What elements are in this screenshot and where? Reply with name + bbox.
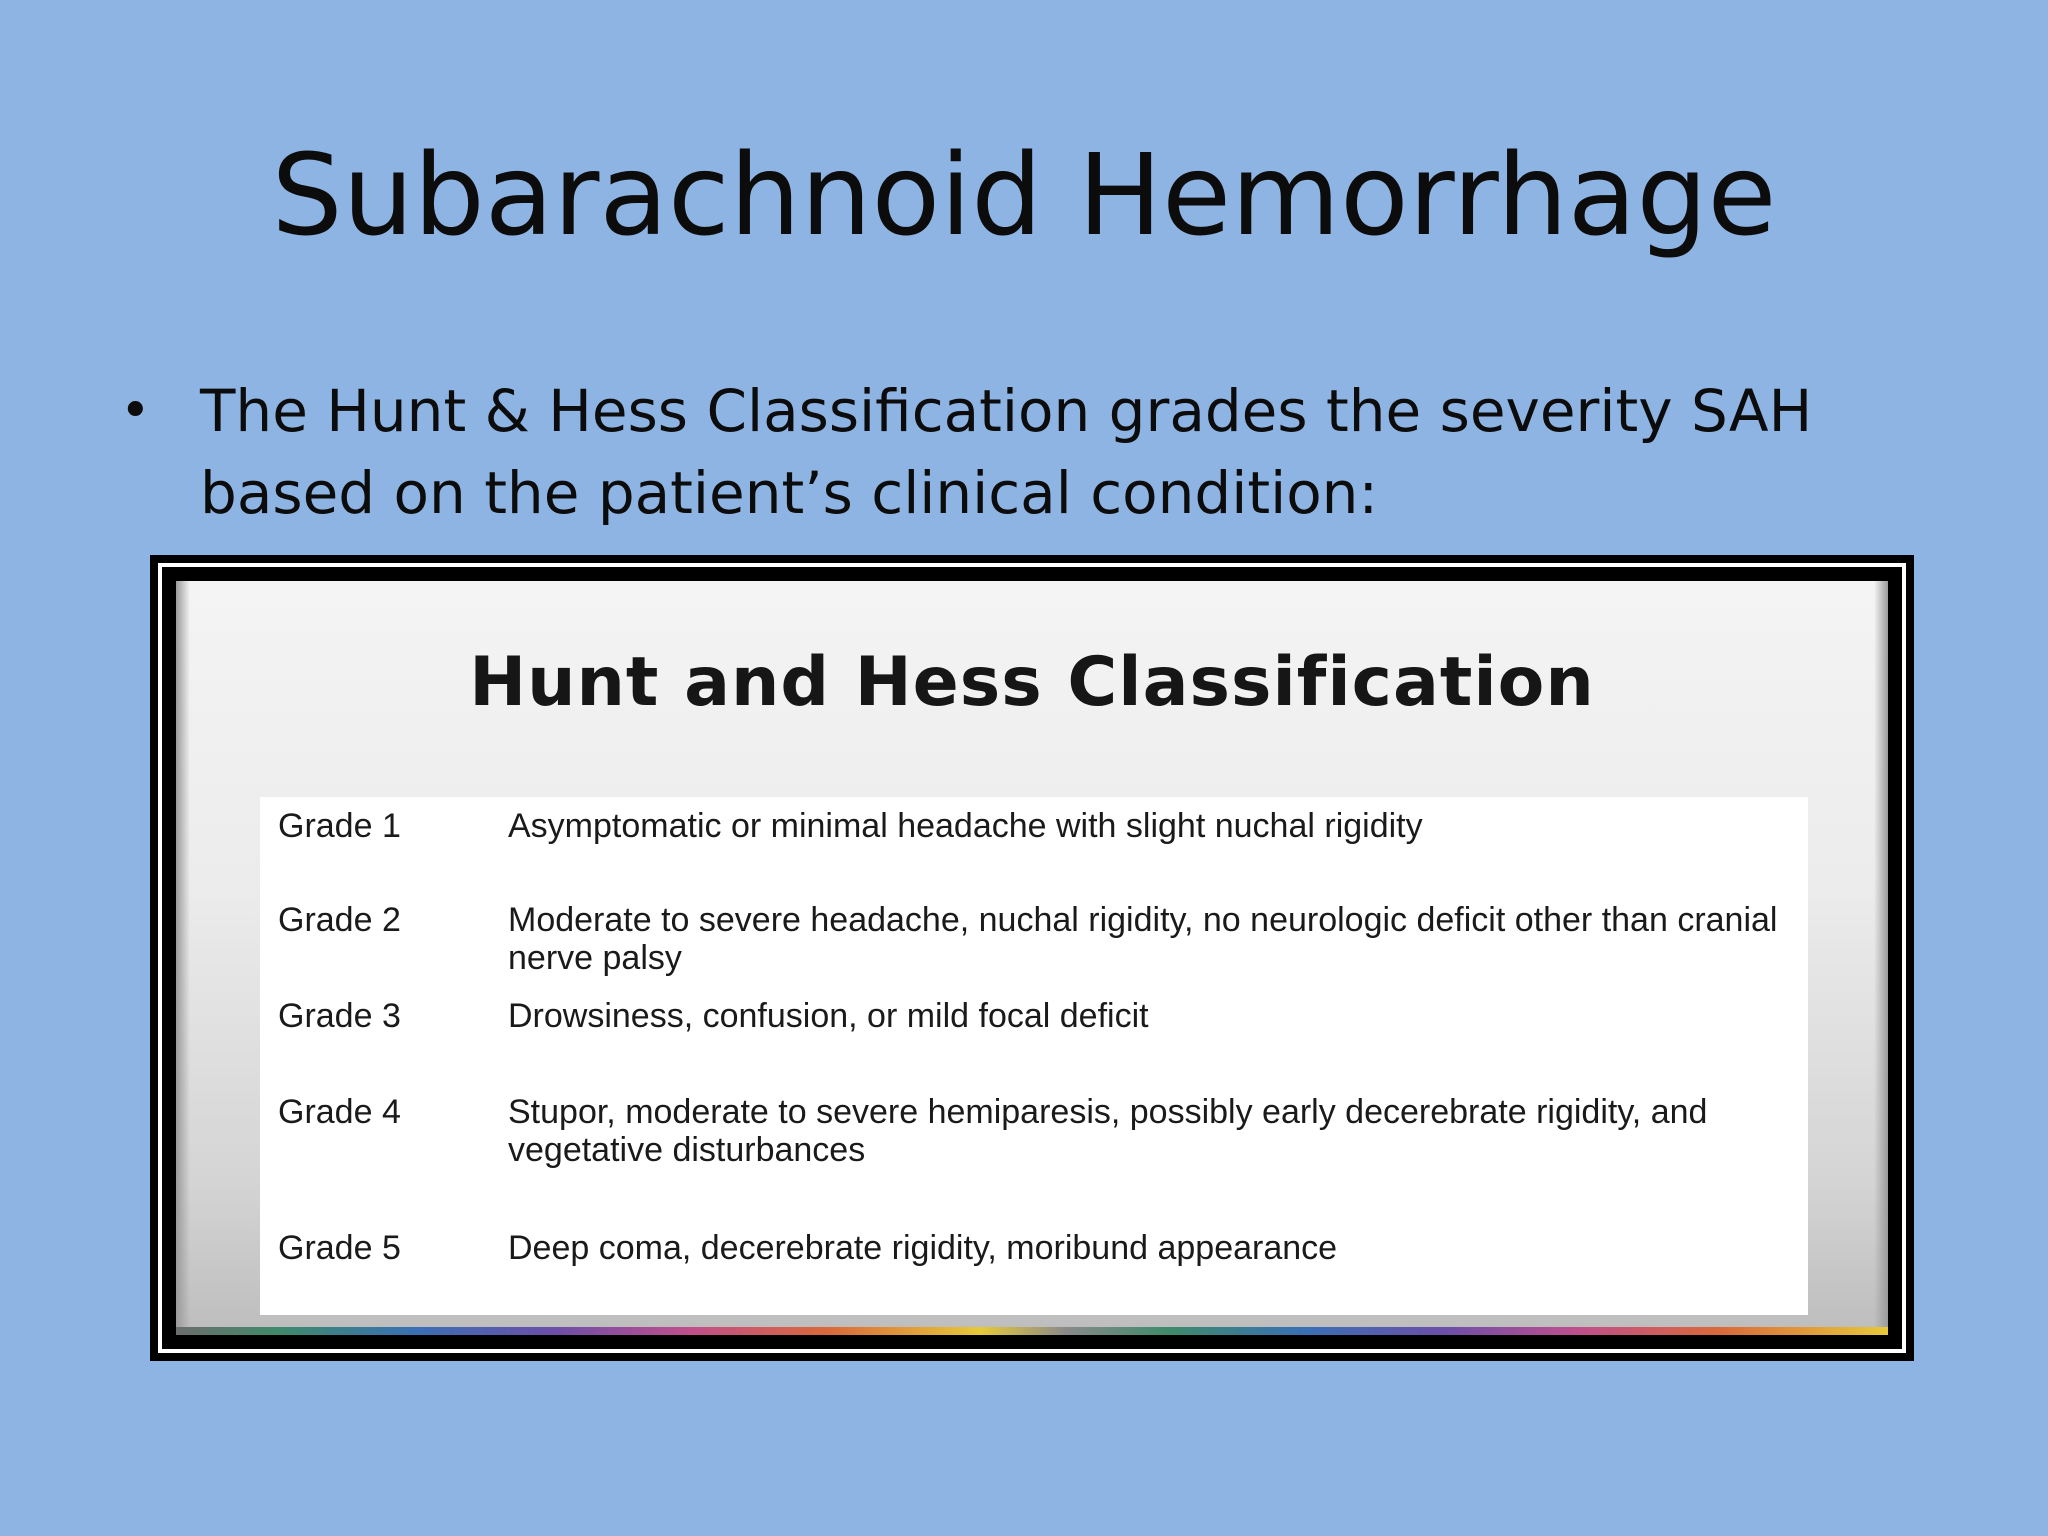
bullet-list-item — [120, 370, 1920, 534]
picture-frame — [150, 555, 1914, 1361]
grade-description: Asymptomatic or minimal headache with slight nuchal rigidity — [508, 807, 1423, 845]
grade-description: Drowsiness, confusion, or mild focal deficit — [508, 997, 1149, 1035]
decorative-color-strip — [176, 1327, 1888, 1335]
grade-label: Grade 2 — [278, 901, 401, 939]
frame-inner — [170, 575, 1894, 1341]
grade-description: Deep coma, decerebrate rigidity, moribund appearance — [508, 1229, 1338, 1267]
slide-title: Subarachnoid Hemorrhage — [271, 131, 1777, 261]
grade-description: Moderate to severe headache, nuchal rigidity, no neurologic deficit other than cranial nerve palsy — [508, 901, 1778, 977]
grade-label: Grade 3 — [278, 997, 401, 1035]
classification-image — [176, 581, 1888, 1335]
grade-label: Grade 1 — [278, 807, 401, 845]
grade-description: Stupor, moderate to severe hemiparesis, possibly early decerebrate rigidity, and vegetative disturbances — [508, 1093, 1708, 1169]
grade-label: Grade 5 — [278, 1229, 401, 1267]
figure-title: Hunt and Hess Classification — [469, 643, 1595, 722]
bullet-text: The Hunt & Hess Classification grades the severity SAH based on the patient’s clinical condition: — [200, 377, 1813, 527]
grade-label: Grade 4 — [278, 1093, 401, 1131]
grade-table — [260, 797, 1808, 1315]
bullet-dot-icon: • — [120, 381, 151, 441]
